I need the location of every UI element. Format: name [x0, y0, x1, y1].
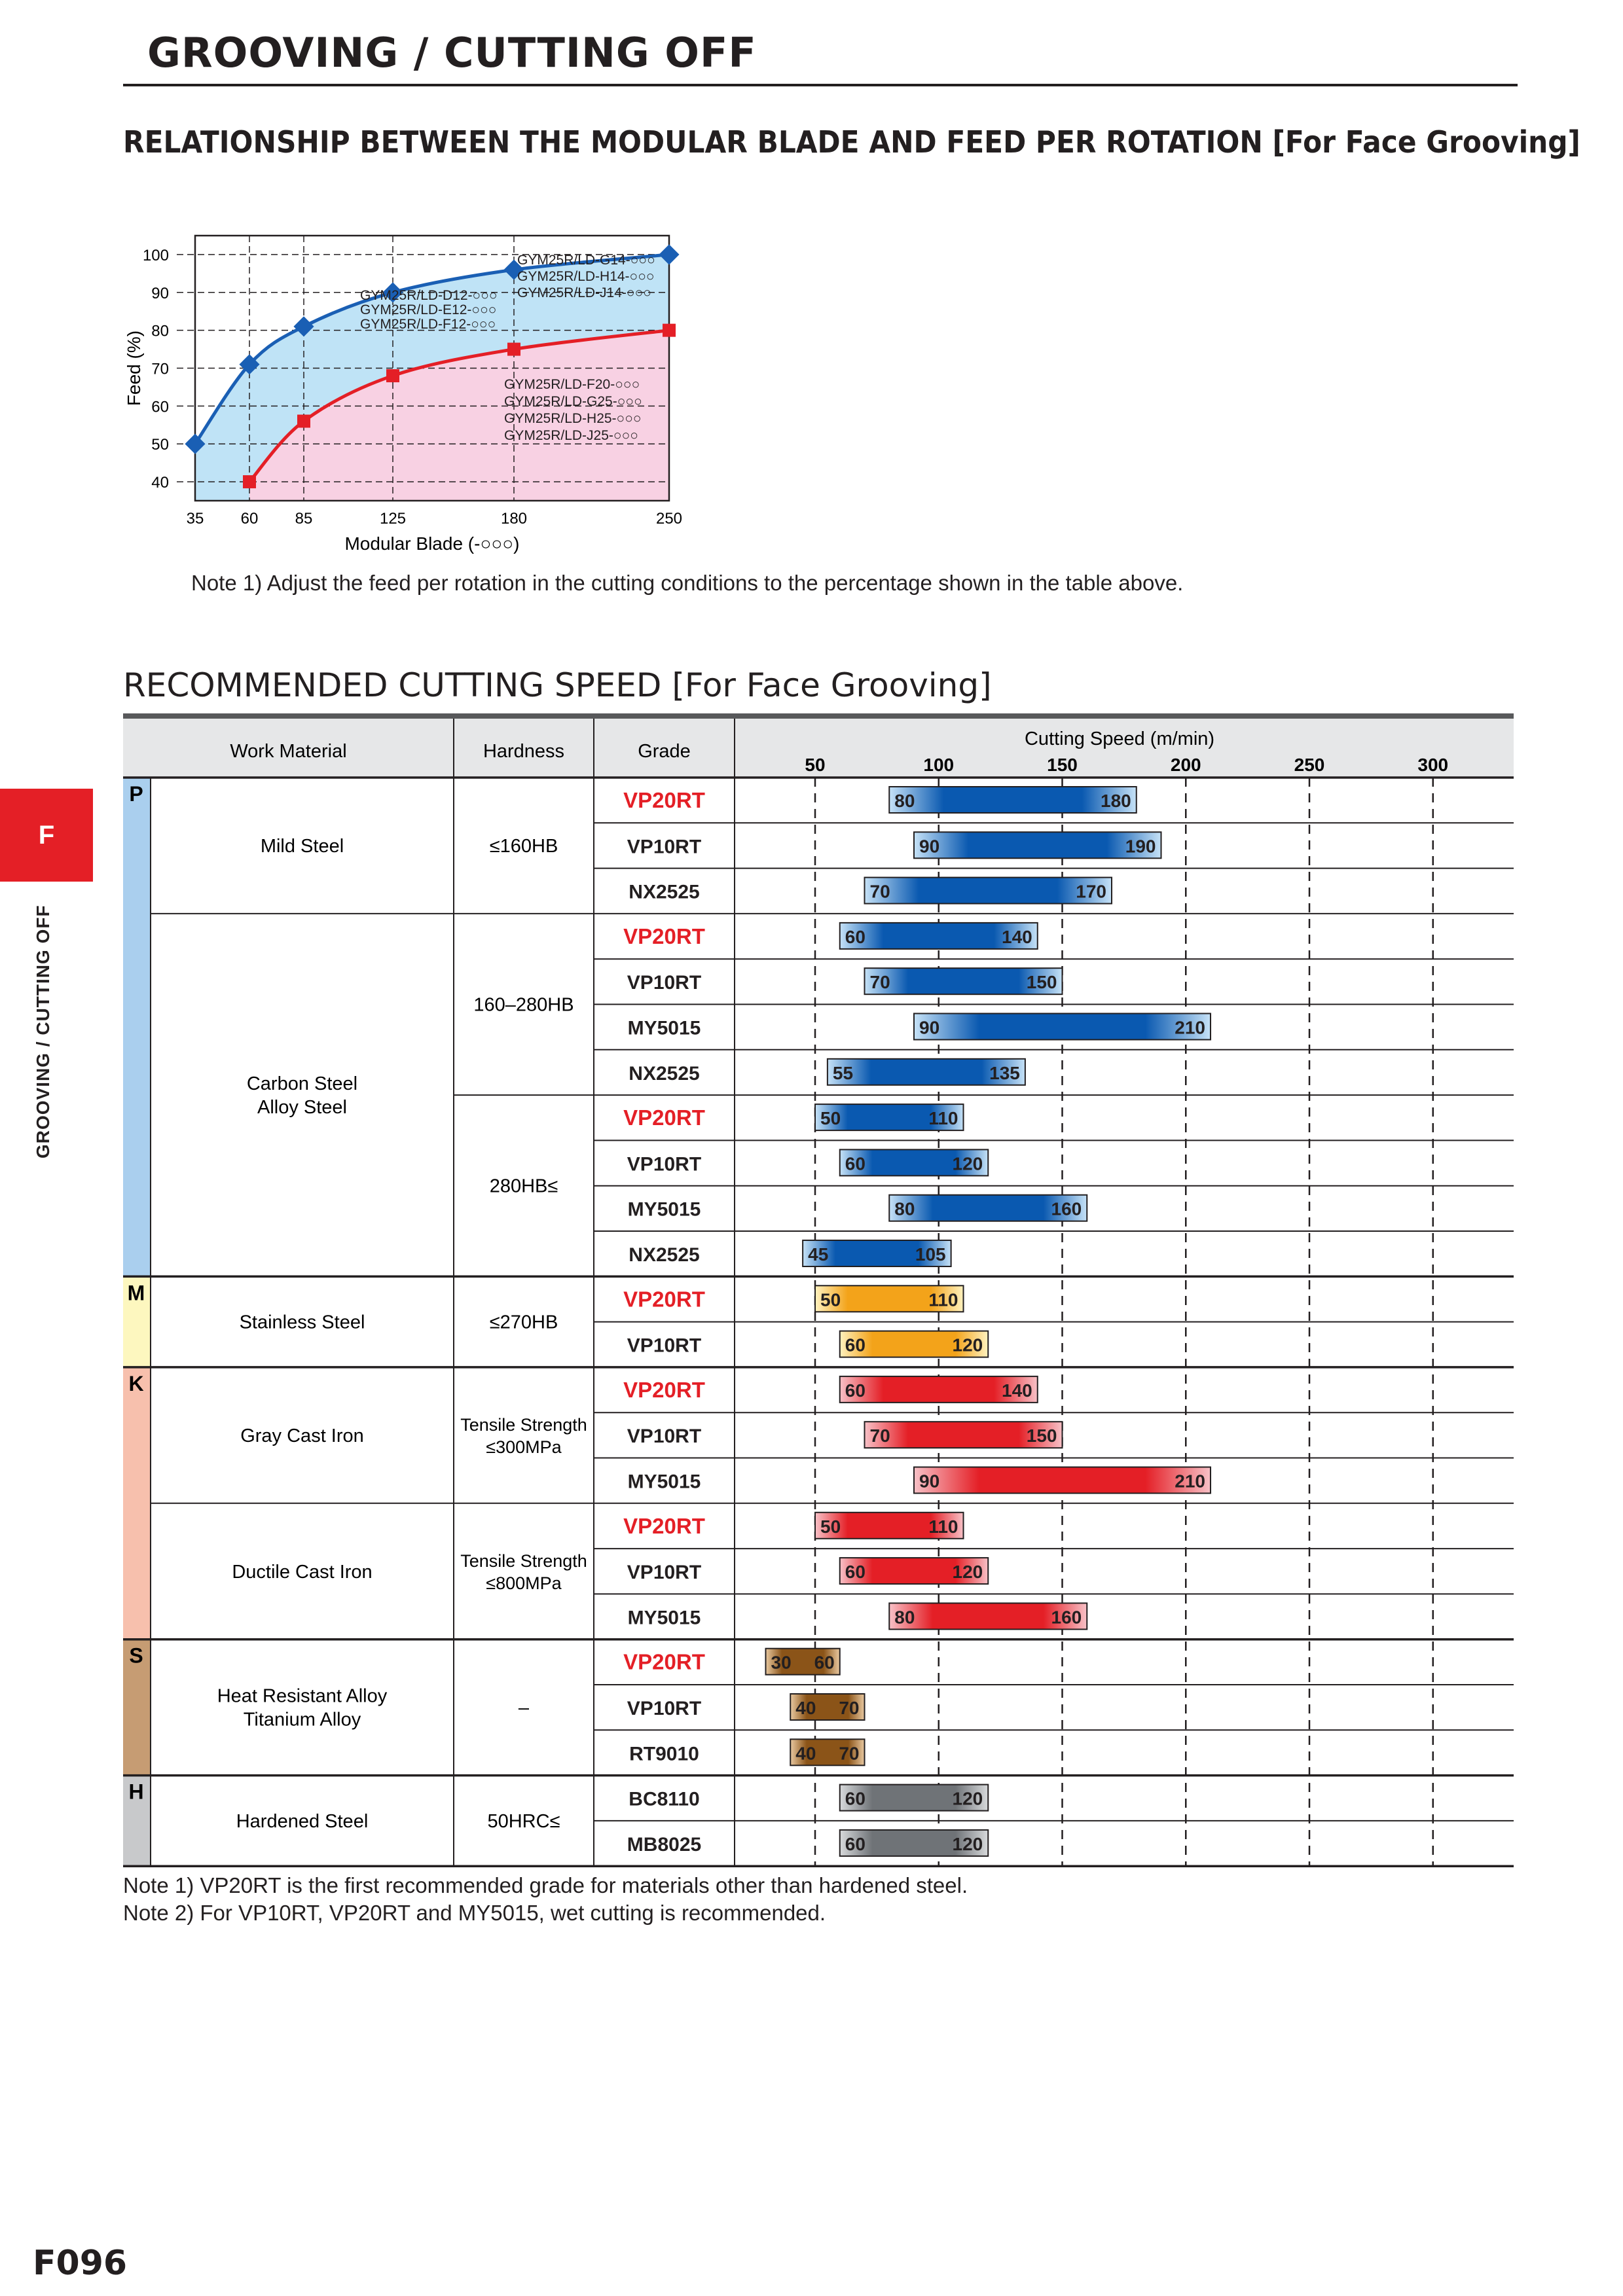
grade-label: VP20RT: [623, 1287, 705, 1312]
grade-label: MY5015: [627, 1198, 701, 1221]
grade-label: RT9010: [629, 1743, 699, 1765]
grade-label: VP20RT: [623, 1649, 705, 1674]
speed-max-label: 170: [1076, 881, 1106, 902]
speed-min-label: 60: [845, 1833, 866, 1854]
hardness-value: Tensile Strength: [460, 1551, 587, 1571]
speed-range-bar: [865, 878, 1112, 904]
hardness-value: ≤800MPa: [486, 1573, 562, 1593]
group-code-m: M: [127, 1281, 145, 1305]
grade-label: MY5015: [627, 1607, 701, 1629]
speed-tick-label: 150: [1047, 755, 1078, 775]
speed-min-label: 40: [795, 1698, 816, 1718]
speed-min-label: 60: [845, 1153, 866, 1174]
group-code-s: S: [129, 1643, 143, 1668]
grade-label: VP20RT: [623, 924, 705, 948]
x-tick-label: 250: [655, 510, 683, 528]
speed-min-label: 45: [808, 1244, 829, 1265]
header-work-material: Work Material: [230, 741, 347, 762]
hardness-value: Tensile Strength: [460, 1414, 587, 1435]
speed-min-label: 90: [919, 836, 940, 857]
speed-max-label: 70: [839, 1743, 860, 1764]
speed-max-label: 180: [1101, 791, 1131, 811]
material-name: Mild Steel: [260, 835, 344, 857]
speed-min-label: 60: [845, 1562, 866, 1583]
speed-min-label: 60: [845, 1335, 866, 1355]
header-cutting-speed: Cutting Speed (m/min): [1024, 728, 1215, 749]
speed-min-label: 90: [919, 1471, 940, 1492]
speed-max-label: 150: [1026, 1426, 1057, 1446]
speed-min-label: 30: [771, 1652, 792, 1673]
material-name: Gray Cast Iron: [240, 1425, 364, 1446]
table-notes: [123, 1872, 968, 1927]
material-name: Alloy Steel: [257, 1097, 348, 1119]
y-tick-label: 40: [151, 474, 169, 492]
speed-max-label: 135: [989, 1062, 1020, 1083]
annotation-upper-right: GYM25R/LD-G14-○○○: [517, 253, 655, 268]
y-tick-label: 80: [151, 322, 169, 340]
point-red: [663, 324, 676, 337]
speed-min-label: 60: [845, 1788, 866, 1809]
speed-max-label: 70: [839, 1698, 860, 1718]
annotation-upper-right: GYM25R/LD-J14-○○○: [517, 285, 651, 300]
material-name: Stainless Steel: [239, 1312, 365, 1333]
speed-max-label: 150: [1026, 972, 1057, 993]
speed-min-label: 60: [845, 1380, 866, 1401]
material-name: Ductile Cast Iron: [232, 1561, 373, 1583]
material-name: Carbon Steel: [246, 1073, 358, 1095]
material-name: Titanium Alloy: [243, 1709, 361, 1731]
speed-tick-label: 200: [1170, 755, 1201, 775]
y-tick-label: 60: [151, 398, 169, 416]
group-code-p: P: [129, 782, 143, 806]
speed-max-label: 210: [1175, 1017, 1205, 1038]
group-code-h: H: [128, 1780, 144, 1804]
speed-range-bar: [914, 1467, 1211, 1494]
annotation-upper-right: GYM25R/LD-H14-○○○: [517, 269, 655, 284]
y-tick-label: 70: [151, 360, 169, 378]
speed-max-label: 120: [952, 1153, 983, 1174]
point-red: [243, 475, 256, 488]
speed-min-label: 60: [845, 926, 866, 947]
annotation-upper-mid: GYM25R/LD-F12-○○○: [360, 317, 496, 332]
group-code-k: K: [128, 1371, 144, 1395]
y-tick-label: 50: [151, 436, 169, 454]
hardness-value: ≤270HB: [489, 1312, 558, 1333]
speed-max-label: 160: [1051, 1198, 1082, 1219]
grade-label: MB8025: [627, 1833, 702, 1856]
x-tick-label: 35: [186, 510, 204, 528]
page-header-title: GROOVING / CUTTING OFF: [147, 29, 757, 77]
grade-label: VP10RT: [627, 972, 702, 994]
annotation-lower: GYM25R/LD-H25-○○○: [504, 411, 642, 426]
material-name: Heat Resistant Alloy: [217, 1685, 388, 1707]
header-hardness: Hardness: [483, 741, 565, 762]
x-tick-label: 125: [379, 510, 407, 528]
x-axis-label: Modular Blade (-○○○): [344, 533, 520, 554]
speed-max-label: 140: [1002, 1380, 1032, 1401]
x-tick-label: 85: [295, 510, 313, 528]
grade-label: VP10RT: [627, 836, 702, 858]
speed-max-label: 60: [814, 1652, 835, 1673]
page-number: F096: [33, 2244, 128, 2283]
grade-label: BC8110: [629, 1788, 700, 1810]
grade-label: VP20RT: [623, 1105, 705, 1130]
speed-max-label: 120: [952, 1833, 983, 1854]
side-section-label: GROOVING / CUTTING OFF: [33, 905, 53, 1158]
grade-label: MY5015: [627, 1017, 701, 1039]
section-title-cutting-speed: RECOMMENDED CUTTING SPEED [For Face Grooving]: [123, 666, 992, 704]
speed-max-label: 110: [928, 1289, 958, 1310]
speed-range-bar: [914, 832, 1161, 858]
table-note-2: Note 2) For VP10RT, VP20RT and MY5015, wet cutting is recommended.: [123, 1901, 826, 1925]
hardness-value: –: [518, 1697, 530, 1719]
speed-min-label: 50: [820, 1108, 841, 1129]
speed-min-label: 70: [869, 972, 890, 993]
speed-max-label: 110: [928, 1108, 958, 1129]
speed-max-label: 210: [1175, 1471, 1205, 1492]
annotation-lower: GYM25R/LD-G25-○○○: [504, 394, 642, 409]
cutting-speed-table: [118, 707, 1519, 1872]
grade-label: VP10RT: [627, 1153, 702, 1175]
speed-max-label: 160: [1051, 1607, 1082, 1628]
speed-min-label: 50: [820, 1289, 841, 1310]
y-tick-label: 90: [151, 284, 169, 302]
speed-min-label: 80: [894, 1607, 915, 1628]
header-grade: Grade: [638, 741, 691, 762]
grade-label: VP10RT: [627, 1562, 702, 1584]
speed-range-bar: [914, 1014, 1211, 1040]
x-tick-label: 60: [240, 510, 259, 528]
annotation-upper-mid: GYM25R/LD-E12-○○○: [360, 302, 497, 317]
speed-max-label: 105: [915, 1244, 946, 1265]
material-name: Hardened Steel: [236, 1810, 369, 1832]
grade-label: VP10RT: [627, 1698, 702, 1719]
speed-tick-label: 50: [805, 755, 826, 775]
hardness-value: ≤300MPa: [486, 1437, 562, 1457]
grade-label: VP10RT: [627, 1426, 702, 1448]
speed-max-label: 110: [928, 1516, 958, 1537]
grade-label: VP20RT: [623, 1513, 705, 1538]
section-tab-f[interactable]: F: [0, 789, 93, 882]
speed-min-label: 40: [795, 1743, 816, 1764]
speed-tick-label: 100: [923, 755, 955, 775]
hardness-value: 160–280HB: [473, 994, 574, 1016]
speed-max-label: 140: [1002, 926, 1032, 947]
hardness-value: ≤160HB: [489, 835, 558, 857]
annotation-lower: GYM25R/LD-F20-○○○: [504, 377, 640, 392]
speed-max-label: 120: [952, 1788, 983, 1809]
group-band-k: [123, 1367, 151, 1640]
speed-min-label: 70: [869, 1426, 890, 1446]
x-tick-label: 180: [500, 510, 528, 528]
feed-chart: [118, 209, 707, 556]
speed-tick-label: 250: [1294, 755, 1325, 775]
speed-min-label: 70: [869, 881, 890, 902]
point-red: [507, 343, 520, 356]
grade-label: VP20RT: [623, 1377, 705, 1402]
speed-max-label: 120: [952, 1562, 983, 1583]
grade-label: NX2525: [629, 1244, 700, 1266]
hardness-value: 50HRC≤: [487, 1810, 560, 1832]
section-title-feed-relationship: RELATIONSHIP BETWEEN THE MODULAR BLADE AND FEED PER ROTATION [For Face Grooving]: [123, 124, 1580, 160]
chart-note: Note 1) Adjust the feed per rotation in the cutting conditions to the percentage shown in the table above.: [191, 571, 1184, 595]
hardness-value: 280HB≤: [489, 1175, 558, 1197]
grade-label: NX2525: [629, 1062, 700, 1085]
header-rule: [123, 84, 1518, 86]
annotation-lower: GYM25R/LD-J25-○○○: [504, 428, 638, 443]
grade-label: NX2525: [629, 881, 700, 903]
speed-min-label: 80: [894, 1198, 915, 1219]
speed-min-label: 80: [894, 791, 915, 811]
speed-min-label: 50: [820, 1516, 841, 1537]
point-red: [386, 369, 399, 382]
grade-label: VP10RT: [627, 1335, 702, 1357]
table-top-rule: [123, 713, 1514, 719]
annotation-upper-mid: GYM25R/LD-D12-○○○: [360, 288, 498, 303]
speed-max-label: 120: [952, 1335, 983, 1355]
group-band-p: [123, 778, 151, 1276]
y-axis-label: Feed (%): [124, 330, 144, 406]
speed-min-label: 90: [919, 1017, 940, 1038]
speed-max-label: 190: [1125, 836, 1156, 857]
speed-range-bar: [889, 787, 1137, 813]
grade-label: MY5015: [627, 1471, 701, 1493]
speed-min-label: 55: [832, 1062, 854, 1083]
grade-label: VP20RT: [623, 788, 705, 812]
table-note-1: Note 1) VP20RT is the first recommended grade for materials other than hardened steel.: [123, 1873, 968, 1897]
point-red: [297, 415, 310, 428]
y-tick-label: 100: [142, 246, 169, 264]
speed-tick-label: 300: [1417, 755, 1449, 775]
